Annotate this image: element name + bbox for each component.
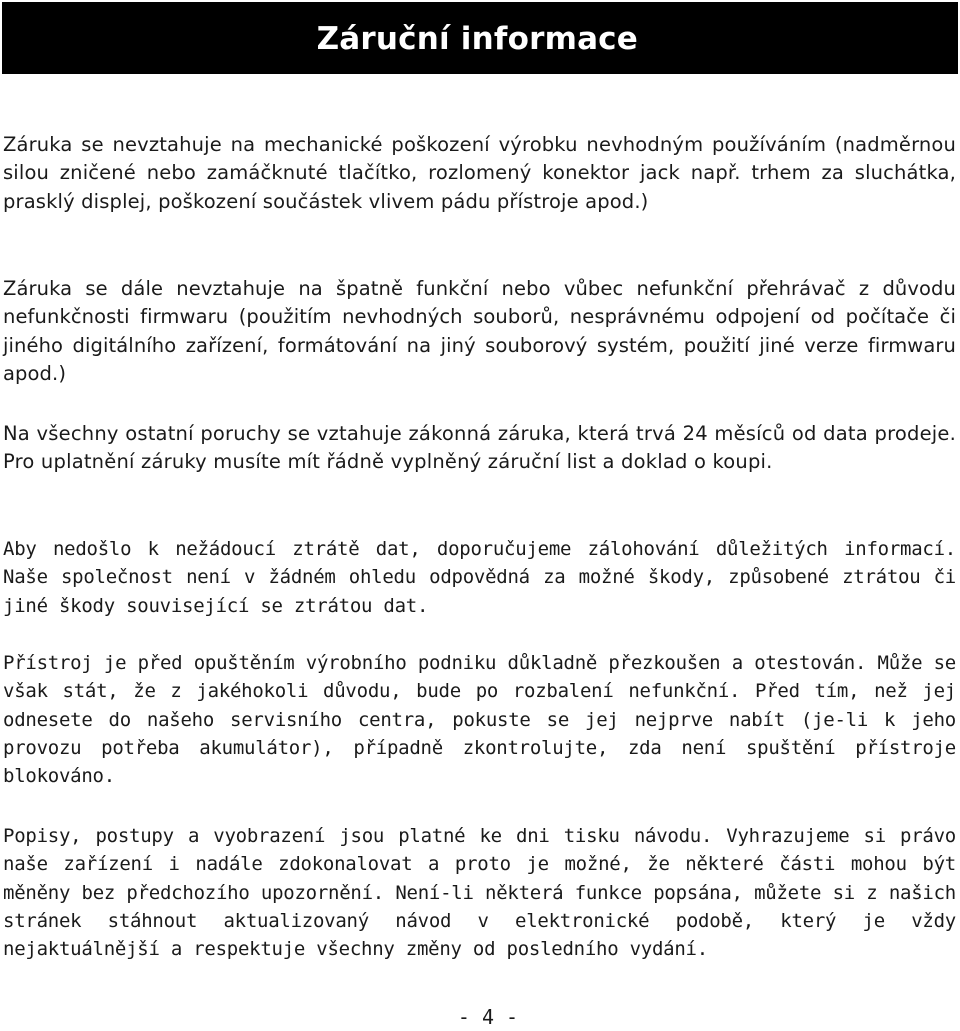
page-title: Záruční informace	[316, 21, 638, 57]
paragraph-warranty-exclusion-mechanical: Záruka se nevztahuje na mechanické poškození výrobku nevhodným používáním (nadměrnou silou zničené nebo zamáčknuté tlačítko, rozlomený konektor jack např. trhem za sluchátka, prasklý displej, poškození součástek vlivem pádu přístroje apod.)	[3, 133, 956, 213]
paragraph-warranty-exclusion-firmware: Záruka se dále nevztahuje na špatně funkční nebo vůbec nefunkční přehrávač z důvodu nefunkčnosti firmwaru (použitím nevhodných souborů, nesprávnému odpojení od počítače či jiného digitálního zařízení, formátování na jiný souborový systém, použití jiné verze firmwaru apod.)	[3, 277, 956, 385]
page-number: - 4 -	[457, 1005, 519, 1029]
title-bar	[2, 2, 958, 74]
paragraph-manual-validity: Popisy, postupy a vyobrazení jsou platné ke dni tisku návodu. Vyhrazujeme si právo naše zařízení i nadále zdokonalovat a proto je možné, že některé části mohou být měněny bez předchozího upozornění. Není-li některá funkce popsána, můžete si z našich stránek stáhnout aktualizovaný návod v elektronické podobě, který je vždy nejaktuálnější a respektuje všechny změny od posledního vydání.	[3, 825, 956, 961]
paragraph-statutory-warranty: Na všechny ostatní poruchy se vztahuje zákonná záruka, která trvá 24 měsíců od data prodeje. Pro uplatnění záruky musíte mít řádně vyplněný záruční list a doklad o koupi.	[3, 422, 956, 474]
paragraph-device-testing: Přístroj je před opuštěním výrobního podniku důkladně přezkoušen a otestován. Může se však stát, že z jakéhokoli důvodu, bude po rozbalení nefunkční. Před tím, než jej odnesete do našeho servisního centra, pokuste se jej nejprve nabít (je-li k jeho provozu potřeba akumulátor), případně zkontrolujte, zda není spuštění přístroje blokováno.	[3, 652, 956, 788]
paragraph-data-backup: Aby nedošlo k nežádoucí ztrátě dat, doporučujeme zálohování důležitých informací. Naše společnost není v žádném ohledu odpovědná za možné škody, způsobené ztrátou či jiné škody související se ztrátou dat.	[3, 538, 956, 617]
